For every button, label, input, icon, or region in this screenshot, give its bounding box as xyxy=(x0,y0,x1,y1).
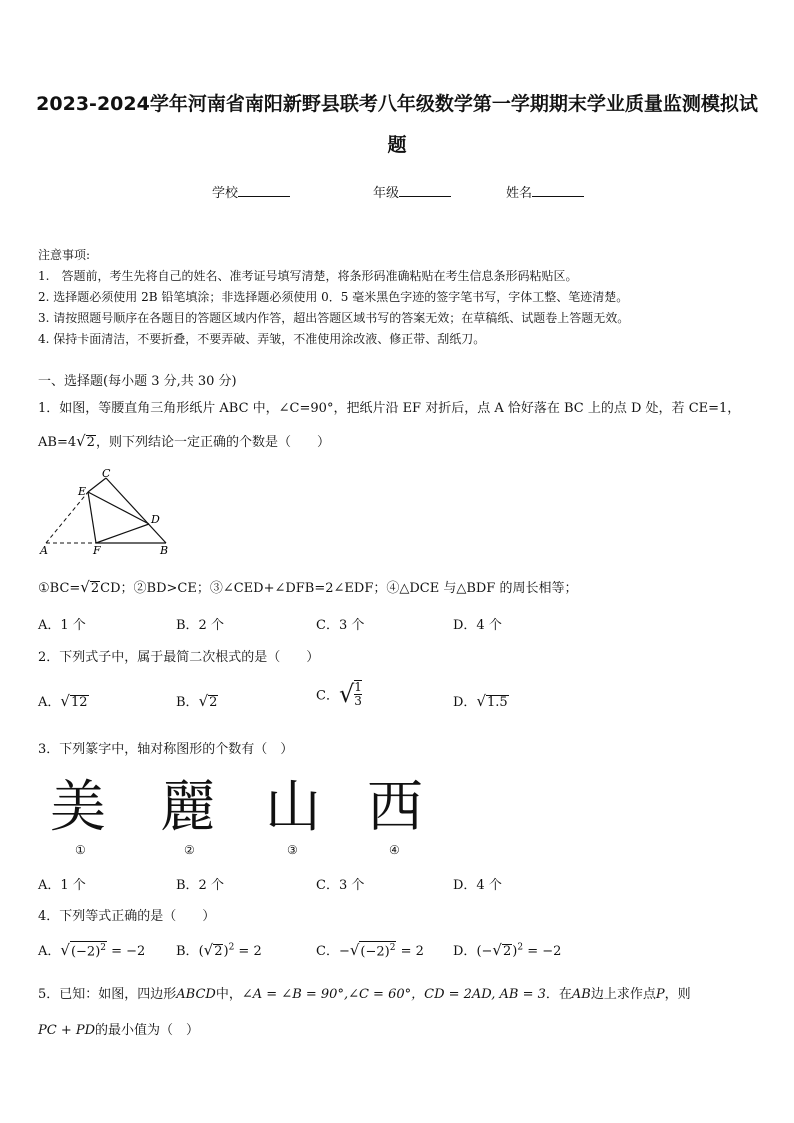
seal-caption-4: ④ xyxy=(389,843,400,857)
q4-option-d: D．$(-√2)^2 = -2$ xyxy=(453,941,562,959)
notice-item: 1. 答题前，考生先将自己的姓名、准考证号填写清楚，将条形码准确粘贴在考生信息条形码粘贴区。 xyxy=(38,269,578,283)
name-field xyxy=(506,182,584,201)
seal-char-3: 山 xyxy=(265,775,321,840)
seal-caption-3: ③ xyxy=(287,843,298,857)
q2-option-b: B．√2 xyxy=(176,692,218,710)
label-f: F xyxy=(93,544,101,557)
notice-heading: 注意事项: xyxy=(38,248,91,262)
name-label: 姓名 xyxy=(506,186,533,201)
grade-field xyxy=(373,182,451,201)
q3-stem: 3．下列篆字中，轴对称图形的个数有（ ） xyxy=(38,742,294,757)
label-d: D xyxy=(151,513,160,526)
q3-option-b: B．2 个 xyxy=(176,878,224,893)
q2-option-a: A．√12 xyxy=(38,692,88,710)
q4-option-b: B．$(√2)^2 = 2$ xyxy=(176,941,262,959)
q3-option-a: A．1 个 xyxy=(38,878,86,893)
q1-statements: ①BC=√2CD；②BD>CE；③∠CED+∠DFB=2∠EDF；④△DCE 与△BDF 的周长相等； xyxy=(38,578,578,596)
label-a: A xyxy=(40,544,48,557)
q1-stem-line2: AB=4√2，则下列结论一定正确的个数是（ ） xyxy=(38,432,330,450)
label-c: C xyxy=(102,468,111,480)
school-label: 学校 xyxy=(212,186,239,201)
q5-stem-line1: 5．已知：如图，四边形ABCD中，∠A = ∠B = 90°,∠C = 60°，CD = 2AD, AB = 3．在AB边上求作点P，则 xyxy=(38,987,691,1002)
seal-char-2: 麗 xyxy=(160,775,216,840)
q1-option-a: A．1 个 xyxy=(38,618,86,633)
school-field xyxy=(212,182,290,201)
q1-stem-line1: 1．如图，等腰直角三角形纸片 ABC 中，∠C=90°，把纸片沿 EF 对折后，点 A 恰好落在 BC 上的点 D 处，若 CE=1， xyxy=(38,401,741,416)
q1-option-b: B．2 个 xyxy=(176,618,224,633)
q2-option-d: D．√1.5 xyxy=(453,692,508,710)
grade-label: 年级 xyxy=(373,186,400,201)
section-heading: 一、选择题(每小题 3 分,共 30 分) xyxy=(38,374,237,389)
q4-stem: 4．下列等式正确的是（ ） xyxy=(38,909,216,924)
notice-item: 4. 保持卡面清洁，不要折叠，不要弄破、弄皱，不准使用涂改液、修正带、刮纸刀。 xyxy=(38,332,486,346)
seal-char-4: 西 xyxy=(367,775,423,840)
seal-caption-2: ② xyxy=(184,843,195,857)
label-e: E xyxy=(78,485,87,498)
q1-option-d: D．4 个 xyxy=(453,618,502,633)
seal-char-1: 美 xyxy=(50,775,106,840)
q2-option-c: C．√ $\frac{1}{3}$ xyxy=(316,680,362,708)
q3-option-d: D．4 个 xyxy=(453,878,502,893)
q4-option-c: C．$-√(-2)^2 = 2$ xyxy=(316,941,424,959)
q4-option-a: A．$√(-2)^2 = -2$ xyxy=(38,941,146,959)
label-b: B xyxy=(160,544,169,557)
page-title-cont: 题 xyxy=(387,134,407,156)
q2-stem: 2．下列式子中，属于最简二次根式的是（ ） xyxy=(38,650,320,665)
notice-item: 3. 请按照题号顺序在各题目的答题区域内作答，超出答题区域书写的答案无效；在草稿纸、试题卷上答题无效。 xyxy=(38,311,630,325)
q5-stem-line2: PC + PD的最小值为（ ） xyxy=(38,1023,200,1038)
page-title: 2023-2024学年河南省南阳新野县联考八年级数学第一学期期末学业质量监测模拟试 xyxy=(36,93,758,115)
notice-item: 2. 选择题必须使用 2B 铅笔填涂；非选择题必须使用 0．5 毫米黑色字迹的签字笔书写，字体工整、笔迹清楚。 xyxy=(38,290,629,304)
seal-caption-1: ① xyxy=(75,843,86,857)
q1-option-c: C．3 个 xyxy=(316,618,365,633)
q1-triangle-figure xyxy=(36,468,186,560)
q3-option-c: C．3 个 xyxy=(316,878,365,893)
